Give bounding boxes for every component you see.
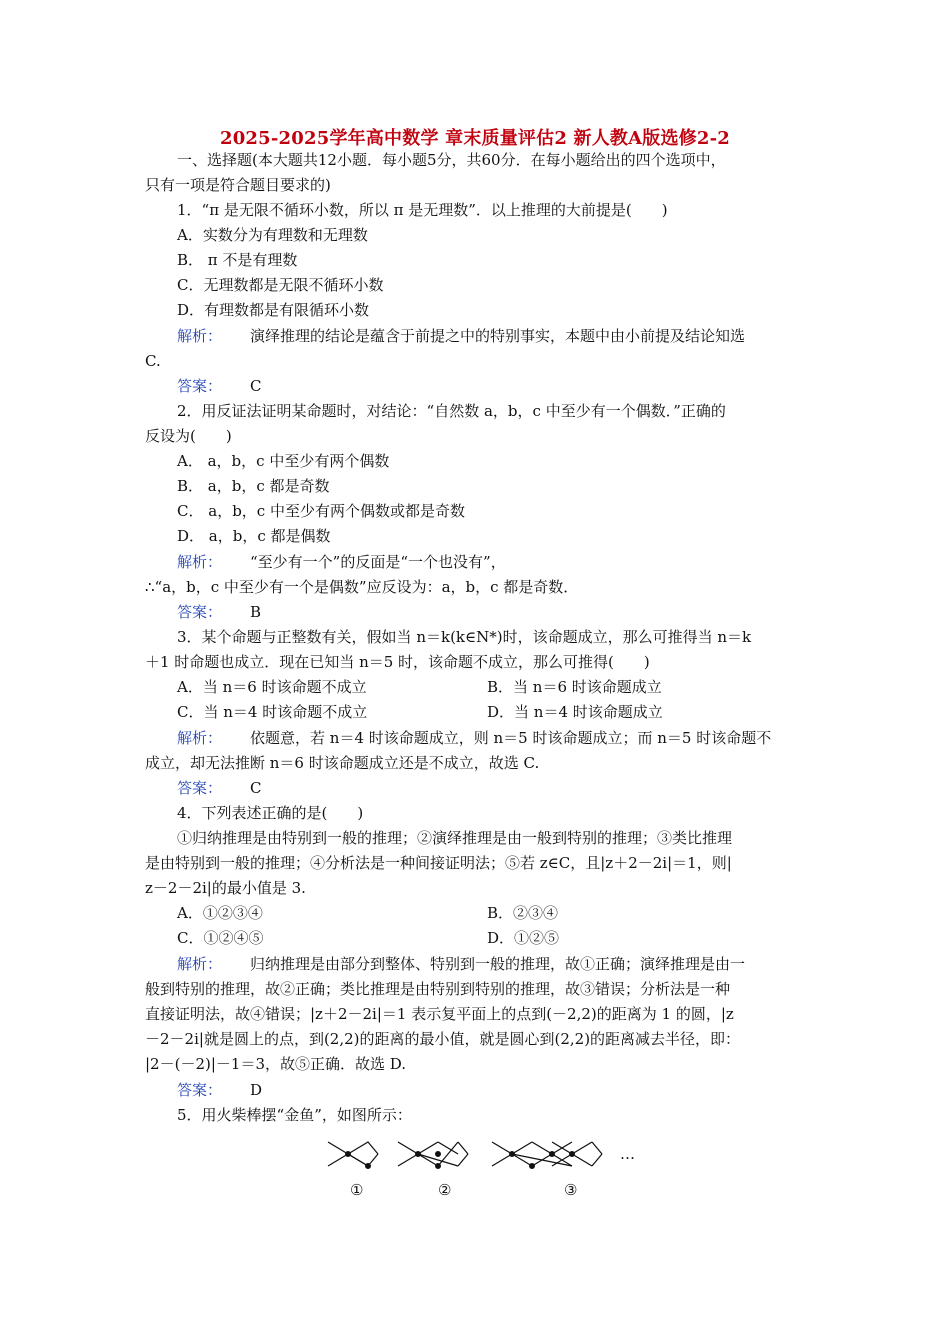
- goldfish-figure: [320, 1132, 700, 1202]
- analysis-label: 解析：: [177, 955, 223, 973]
- q4-analysis: 解析： 归纳推理是由部分到整体、特别到一般的推理，故①正确；演绎推理是由一: [177, 955, 746, 973]
- goldfish-1-icon: [328, 1142, 378, 1169]
- q3-option-b: B．当 n＝6 时该命题成立: [487, 678, 662, 696]
- q4-option-b: B．②③④: [487, 904, 559, 922]
- q3-option-d: D．当 n＝4 时该命题成立: [487, 703, 663, 721]
- figure-label-1: ①: [350, 1181, 364, 1199]
- q4-analysis-cont-4: |2－(－2)|－1＝3，故⑤正确．故选 D.: [145, 1055, 407, 1073]
- goldfish-2-icon: [398, 1142, 468, 1168]
- q3-option-a: A．当 n＝6 时该命题不成立: [177, 678, 367, 696]
- q1-stem: 1．“π 是无限不循环小数，所以 π 是无理数”．以上推理的大前提是( ): [177, 201, 668, 219]
- q3-analysis-cont: 成立，却无法推断 n＝6 时该命题成立还是不成立，故选 C.: [145, 754, 540, 772]
- q4-analysis-cont-3: －2－2i|就是圆上的点，到(2,2)的距离的最小值，就是圆心到(2,2)的距离减去半径，即：: [145, 1030, 741, 1048]
- q2-analysis: 解析： “至少有一个”的反面是“一个也没有”，: [177, 553, 506, 571]
- q1-option-a: A．实数分为有理数和无理数: [177, 226, 368, 244]
- q2-option-b: B． a，b，c 都是奇数: [177, 477, 330, 495]
- goldfish-3-icon: [492, 1142, 602, 1168]
- q2-option-a: A． a，b，c 中至少有两个偶数: [177, 452, 390, 470]
- q3-option-c: C．当 n＝4 时该命题不成立: [177, 703, 368, 721]
- q2-answer: 答案： B: [177, 603, 262, 621]
- q3-stem: 3．某个命题与正整数有关，假如当 n＝k(k∈N*)时，该命题成立，那么可推得当 n＝k: [177, 628, 752, 646]
- answer-label: 答案：: [177, 377, 223, 395]
- document-title: 2025-2025学年高中数学 章末质量评估2 新人教A版选修2-2: [219, 128, 730, 149]
- q3-stem-cont: ＋1 时命题也成立．现在已知当 n＝5 时，该命题不成立，那么可推得( ): [145, 653, 650, 671]
- answer-label: 答案：: [177, 779, 223, 797]
- q2-option-c: C． a，b，c 中至少有两个偶数或都是奇数: [177, 502, 465, 520]
- q4-stem-cont-3: z－2－2i|的最小值是 3.: [145, 879, 306, 897]
- analysis-label: 解析：: [177, 553, 223, 571]
- q4-option-a: A．①②③④: [177, 904, 263, 922]
- analysis-label: 解析：: [177, 327, 223, 345]
- q4-analysis-cont-2: 直接证明法，故④错误；|z＋2－2i|＝1 表示复平面上的点到(－2,2)的距离为 1 的圆，|z: [145, 1005, 734, 1023]
- q4-analysis-cont-1: 般到特别的推理，故②正确；类比推理是由特别到特别的推理，故③错误；分析法是一种: [145, 980, 731, 998]
- q4-stem-cont-1: ①归纳推理是由特别到一般的推理；②演绎推理是由一般到特别的推理；③类比推理: [177, 829, 733, 847]
- q1-answer: 答案： C: [177, 377, 262, 395]
- q1-option-b: B． π 不是有理数: [177, 251, 298, 269]
- answer-label: 答案：: [177, 603, 223, 621]
- q1-analysis: 解析： 演绎推理的结论是蕴含于前提之中的特别事实，本题中由小前提及结论知选: [177, 327, 746, 345]
- q2-stem-cont: 反设为( ): [145, 427, 232, 445]
- q4-option-d: D．①②⑤: [487, 929, 560, 947]
- q5-stem: 5．用火柴棒摆“金鱼”，如图所示：: [177, 1106, 412, 1124]
- figure-ellipsis: …: [620, 1145, 635, 1163]
- section-intro-cont: 只有一项是符合题目要求的): [145, 176, 331, 194]
- q1-option-d: D．有理数都是有限循环小数: [177, 301, 370, 319]
- q3-answer: 答案： C: [177, 779, 262, 797]
- figure-label-2: ②: [438, 1181, 452, 1199]
- q2-option-d: D． a，b，c 都是偶数: [177, 527, 331, 545]
- section-intro: 一、选择题(本大题共12小题．每小题5分，共60分．在每小题给出的四个选项中，: [177, 151, 726, 169]
- answer-label: 答案：: [177, 1081, 223, 1099]
- analysis-label: 解析：: [177, 729, 223, 747]
- q4-stem: 4．下列表述正确的是( ): [177, 804, 364, 822]
- q4-option-c: C．①②④⑤: [177, 929, 264, 947]
- q2-stem: 2．用反证法证明某命题时，对结论：“自然数 a，b，c 中至少有一个偶数．”正确的: [177, 402, 726, 420]
- q1-analysis-cont: C.: [145, 352, 161, 370]
- q1-option-c: C．无理数都是无限不循环小数: [177, 276, 384, 294]
- q3-analysis: 解析： 依题意，若 n＝4 时该命题成立，则 n＝5 时该命题成立；而 n＝5 时该命题不: [177, 729, 772, 747]
- figure-label-3: ③: [564, 1181, 578, 1199]
- q4-answer: 答案： D: [177, 1081, 263, 1099]
- q4-stem-cont-2: 是由特别到一般的推理；④分析法是一种间接证明法；⑤若 z∈C，且|z＋2－2i|＝1，则|: [145, 854, 732, 872]
- q2-analysis-cont: ∴“a，b，c 中至少有一个是偶数”应反设为：a，b，c 都是奇数．: [145, 578, 579, 596]
